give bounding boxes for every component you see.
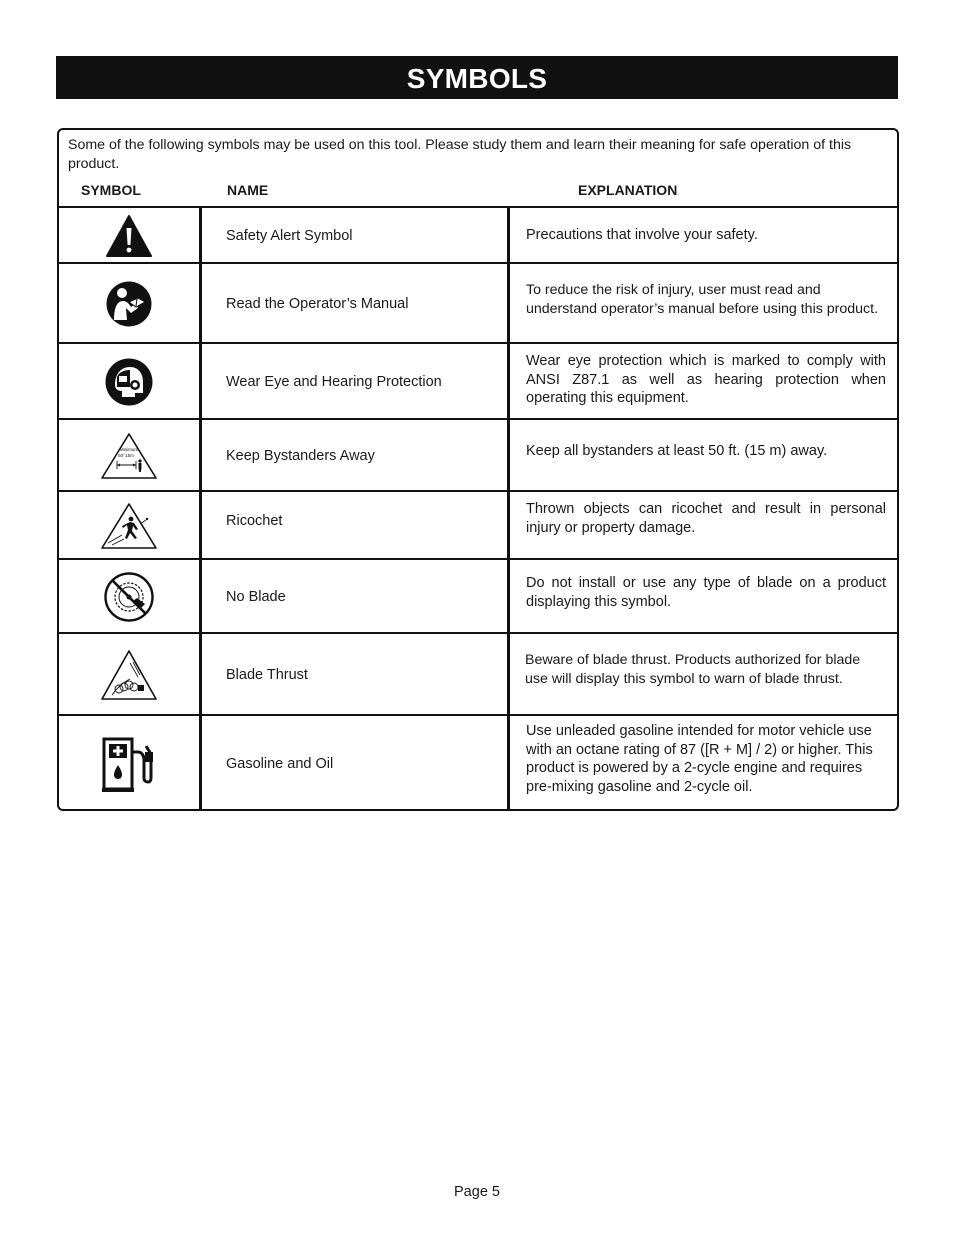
symbol-cell [59,492,199,560]
symbol-name: Ricochet [226,513,283,529]
symbol-cell [59,634,199,716]
table-row [59,262,897,344]
read-manual-icon [105,280,153,328]
safety-alert-icon [105,214,153,258]
icon-text-bottom: 50' 15m [118,453,134,458]
symbols-table [57,128,899,811]
table-row [59,418,897,492]
table-row [59,714,897,811]
symbol-cell [59,560,199,634]
symbol-name: Read the Operator’s Manual [226,296,409,312]
intro-text: Some of the following symbols may be used on this tool. Please study them and learn their meaning for safe operation of this product. [68,137,852,172]
table-row [59,632,897,716]
page-number: Page 5 [454,1184,500,1200]
keep-bystanders-away-icon [100,432,158,480]
page-title-banner [56,56,898,99]
symbol-cell [59,208,199,264]
column-header-symbol: SYMBOL [81,182,141,198]
icon-text-top: Minimum [119,447,139,452]
table-row [59,206,897,264]
symbol-cell [59,420,199,492]
symbol-name: Keep Bystanders Away [226,448,375,464]
blade-thrust-icon [100,649,158,701]
symbol-name: No Blade [226,589,286,605]
symbol-name: Safety Alert Symbol [226,228,353,244]
symbol-explanation: Use unleaded gasoline intended for motor vehicle use with an octane rating of 87 ([R + M] / 2) or higher. This product is powered by a 2-cycle engine and requires pre-mixing gasoline and 2-cycle oil. [526,723,873,795]
table-row [59,490,897,560]
symbol-explanation: Do not install or use any type of blade on a product displaying this symbol. [526,575,886,610]
symbol-cell [59,344,199,420]
symbol-cell [59,264,199,344]
symbol-explanation: Thrown objects can ricochet and result in personal injury or property damage. [526,501,886,536]
gasoline-oil-icon [100,734,158,794]
symbol-cell [59,716,199,811]
ricochet-icon [100,502,158,550]
table-row [59,342,897,420]
symbol-name: Gasoline and Oil [226,755,334,772]
symbol-explanation: To reduce the risk of injury, user must read and understand operator’s manual before using this product. [526,282,879,317]
symbol-explanation: Beware of blade thrust. Products authorized for blade use will display this symbol to warn of blade thrust. [525,652,861,687]
table-row [59,558,897,634]
symbol-explanation: Precautions that involve your safety. [526,227,758,243]
page-title: SYMBOLS [406,63,548,94]
symbol-explanation: Keep all bystanders at least 50 ft. (15 m) away. [526,443,828,459]
symbol-explanation: Wear eye protection which is marked to comply with ANSI Z87.1 as well as hearing protection when operating this equipment. [526,353,886,406]
column-header-name: NAME [227,182,269,198]
column-header-explanation: EXPLANATION [578,182,678,198]
eye-hearing-protection-icon [104,357,154,407]
symbol-name: Wear Eye and Hearing Protection [226,374,442,390]
no-blade-icon [103,571,155,623]
symbol-name: Blade Thrust [226,667,308,683]
